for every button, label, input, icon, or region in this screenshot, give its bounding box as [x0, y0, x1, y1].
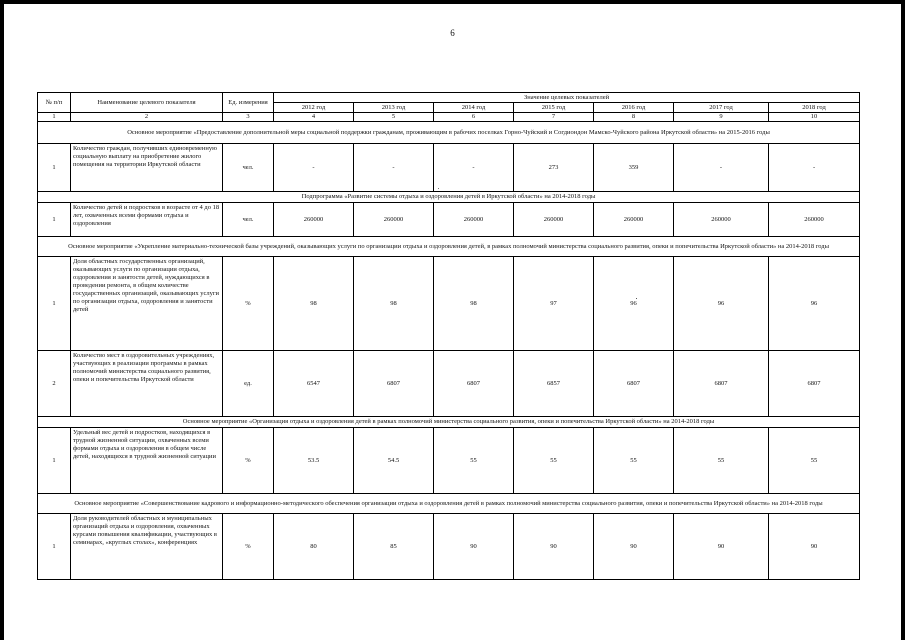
value-cell: 90: [769, 514, 860, 580]
section-title: Основное мероприятие «Организация отдыха и оздоровления детей в рамках полномочий министерства социального развития, опеки и попечительства Иркутской области» на 2014-2018 годы: [38, 417, 860, 428]
indicator-name: Количество мест в оздоровительных учреждениях, участвующих в реализации программы в рамках полномочий министерства социального развития, опеки и попечительства Иркутской области: [71, 351, 223, 417]
header-year: 2018 год: [769, 103, 860, 113]
value-cell: 260000: [274, 203, 354, 237]
header-year: 2016 год: [594, 103, 674, 113]
scan-border-left: [0, 0, 4, 640]
value-cell: 359: [594, 144, 674, 192]
column-number: 9: [674, 113, 769, 122]
value-cell: 260000: [769, 203, 860, 237]
header-row: [38, 93, 860, 103]
value-cell: 96: [674, 257, 769, 351]
header-year: 2013 год: [354, 103, 434, 113]
unit-cell: чел.: [223, 144, 274, 192]
table-row: [38, 257, 860, 351]
value-cell: -: [674, 144, 769, 192]
column-number: 8: [594, 113, 674, 122]
value-cell: -: [769, 144, 860, 192]
header-year: 2015 год: [514, 103, 594, 113]
unit-cell: %: [223, 514, 274, 580]
value-cell: 85: [354, 514, 434, 580]
section-title-row: [38, 417, 860, 428]
value-cell: 55: [674, 428, 769, 494]
value-cell: 55: [769, 428, 860, 494]
column-number: 6: [434, 113, 514, 122]
value-cell: -: [274, 144, 354, 192]
value-cell: 260000: [514, 203, 594, 237]
section-title-row: [38, 494, 860, 514]
value-cell: 273: [514, 144, 594, 192]
value-cell: 260000: [434, 203, 514, 237]
indicator-name: Доля руководителей областных и муниципальных организаций отдыха и оздоровления, охваченных курсами повышения квалификации, участвующих в семинарах, «круглых столах», конференциях: [71, 514, 223, 580]
value-cell: 6807: [769, 351, 860, 417]
row-number: 1: [38, 428, 71, 494]
scan-border-top: [0, 0, 905, 4]
value-cell: 260000: [594, 203, 674, 237]
row-number: 1: [38, 257, 71, 351]
row-number: 1: [38, 514, 71, 580]
section-title: Основное мероприятие «Предоставление дополнительной меры социальной поддержки гражданам, проживающим в рабочих поселках Горно-Чуйский и Согдиондон Мамско-Чуйского района Иркутской области» на 2015-2016 годы: [38, 122, 860, 144]
value-cell: 97: [514, 257, 594, 351]
indicator-name: Количество граждан, получивших единовременную социальную выплату на приобретение жилого помещения на территории Иркутской области: [71, 144, 223, 192]
row-number: 1: [38, 203, 71, 237]
column-number: 1: [38, 113, 71, 122]
indicator-name: Количество детей и подростков в возрасте от 4 до 18 лет, охваченных всеми формами отдыха и оздоровления: [71, 203, 223, 237]
value-cell: 90: [674, 514, 769, 580]
page-number: 6: [450, 28, 455, 38]
value-cell: -: [354, 144, 434, 192]
scan-border-right: [901, 0, 905, 640]
header-year: 2017 год: [674, 103, 769, 113]
value-cell: 6857: [514, 351, 594, 417]
header-year: 2014 год: [434, 103, 514, 113]
unit-cell: %: [223, 257, 274, 351]
section-title: Основное мероприятие «Укрепление материально-технической базы учреждений, оказывающих услуги по организации отдыха и оздоровления детей, в рамках полномочий министерства социального развития, опеки и попечительства Иркутской области» на 2014-2018 годы: [38, 237, 860, 257]
value-cell: 260000: [354, 203, 434, 237]
value-cell: 98: [434, 257, 514, 351]
header-no: № п/п: [38, 93, 71, 113]
column-number: 2: [71, 113, 223, 122]
header-unit: Ед. измерения: [223, 93, 274, 113]
value-cell: 96: [769, 257, 860, 351]
indicator-name: Доля областных государственных организаций, оказывающих услуги по организации отдыха, оздоровления и занятости детей, нуждающихся в проведении ремонта, в общем количестве государственных организаций, оказывающих услуги по организации отдыха, оздоровления и занятости детей: [71, 257, 223, 351]
value-cell: 90: [434, 514, 514, 580]
table-row: [38, 144, 860, 192]
header-year: 2012 год: [274, 103, 354, 113]
value-cell: -: [434, 144, 514, 192]
value-cell: 55: [594, 428, 674, 494]
value-cell: 55: [434, 428, 514, 494]
target-indicators-table: [37, 92, 860, 580]
column-number: 3: [223, 113, 274, 122]
header-indicator-name: Наименование целевого показателя: [71, 93, 223, 113]
value-cell: 6807: [434, 351, 514, 417]
column-numbers-row: [38, 113, 860, 122]
value-cell: 96: [594, 257, 674, 351]
column-number: 7: [514, 113, 594, 122]
column-number: 10: [769, 113, 860, 122]
indicator-name: Удельный вес детей и подростков, находящихся в трудной жизненной ситуации, охваченных всеми формами отдыха и оздоровления в общем числе детей, находящихся в трудной жизненной ситуации: [71, 428, 223, 494]
column-number: 4: [274, 113, 354, 122]
unit-cell: %: [223, 428, 274, 494]
value-cell: 6547: [274, 351, 354, 417]
value-cell: 54.5: [354, 428, 434, 494]
value-cell: 6807: [674, 351, 769, 417]
section-title-row: [38, 122, 860, 144]
value-cell: 98: [274, 257, 354, 351]
value-cell: 6807: [594, 351, 674, 417]
unit-cell: ед.: [223, 351, 274, 417]
value-cell: 55: [514, 428, 594, 494]
section-title: Подпрограмма «Развитие системы отдыха и оздоровления детей в Иркутской области» на 2014-2018 годы: [38, 192, 860, 203]
value-cell: 98: [354, 257, 434, 351]
value-cell: 6807: [354, 351, 434, 417]
section-title: Основное мероприятие «Совершенствование кадрового и информационно-методического обеспечения организации отдыха и оздоровления детей в рамках полномочий министерства социального развития, опеки и попечительства Иркутской области» на 2014-2018 годы: [38, 494, 860, 514]
header-values-title: Значение целевых показателей: [274, 93, 860, 103]
table-row: [38, 428, 860, 494]
table-row: [38, 203, 860, 237]
section-title-row: [38, 237, 860, 257]
row-number: 2: [38, 351, 71, 417]
column-number: 5: [354, 113, 434, 122]
value-cell: 80: [274, 514, 354, 580]
unit-cell: чел.: [223, 203, 274, 237]
table-row: [38, 351, 860, 417]
row-number: 1: [38, 144, 71, 192]
value-cell: 90: [594, 514, 674, 580]
section-title-row: [38, 192, 860, 203]
value-cell: 90: [514, 514, 594, 580]
value-cell: 260000: [674, 203, 769, 237]
table-row: [38, 514, 860, 580]
value-cell: 53.5: [274, 428, 354, 494]
